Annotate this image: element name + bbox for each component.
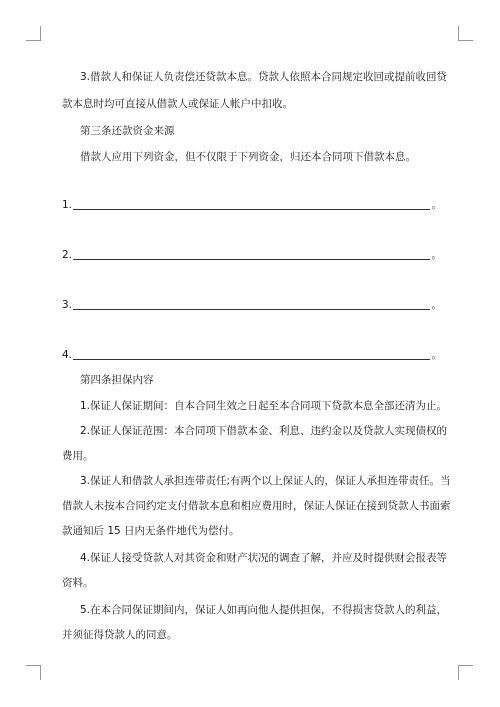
- paragraph-line: 5.在本合同保证期间内，保证人如再向他人提供担保，不得损害贷款人的利益，: [80, 604, 448, 616]
- blank-period: 。: [431, 199, 442, 211]
- paragraph-line: 3.借款人和保证人负责偿还贷款本息。贷款人依照本合同规定收回或提前收回贷: [80, 71, 448, 83]
- blank-period: 。: [431, 299, 442, 311]
- crop-mark-bottom-left: [26, 665, 41, 680]
- paragraph-line: 借款人未按本合同约定支付借款本息和相应费用时，保证人保证在接到贷款人书面索: [62, 500, 451, 512]
- blank-underline[interactable]: [73, 200, 429, 210]
- crop-mark-top-left: [26, 26, 41, 41]
- blank-underline[interactable]: [73, 300, 429, 310]
- paragraph-line: 4.保证人接受贷款人对其资金和财产状况的调查了解，并应及时提供财会报表等: [80, 552, 448, 564]
- paragraph-line: 借款人应用下列资金，但不仅限于下列资金，归还本合同项下借款本息。: [80, 151, 416, 163]
- fill-in-blank-line: [62, 298, 442, 312]
- crop-mark-bottom-right: [458, 665, 473, 680]
- paragraph-line: 资料。: [62, 577, 94, 589]
- crop-mark-top-right: [458, 26, 473, 41]
- blank-number: 4.: [62, 349, 73, 361]
- paragraph-line: 第三条还款资金来源: [80, 125, 175, 137]
- blank-underline[interactable]: [73, 350, 429, 360]
- paragraph-line: 并须征得贷款人的同意。: [62, 629, 178, 641]
- paragraph-line: 第四条担保内容: [80, 374, 154, 386]
- blank-number: 2.: [62, 249, 73, 261]
- paragraph-line: 1.保证人保证期间：自本合同生效之日起至本合同项下贷款本息全部还清为止。: [80, 400, 448, 412]
- fill-in-blank-line: [62, 198, 442, 212]
- fill-in-blank-line: [62, 348, 442, 362]
- fill-in-blank-line: [62, 248, 442, 262]
- blank-number: 1.: [62, 199, 73, 211]
- paragraph-line: 费用。: [62, 450, 94, 462]
- paragraph-line: 款本息时均可直接从借款人或保证人帐户中扣收。: [62, 98, 293, 110]
- paragraph-line: 3.保证人和借款人承担连带责任;有两个以上保证人的，保证人承担连带责任。当: [80, 475, 451, 487]
- blank-period: 。: [431, 249, 442, 261]
- blank-period: 。: [431, 349, 442, 361]
- paragraph-line: 款通知后 15 日内无条件地代为偿付。: [62, 525, 240, 537]
- blank-underline[interactable]: [73, 250, 429, 260]
- blank-number: 3.: [62, 299, 73, 311]
- paragraph-line: 2.保证人保证范围：本合同项下借款本金、利息、违约金以及贷款人实现债权的: [80, 425, 448, 437]
